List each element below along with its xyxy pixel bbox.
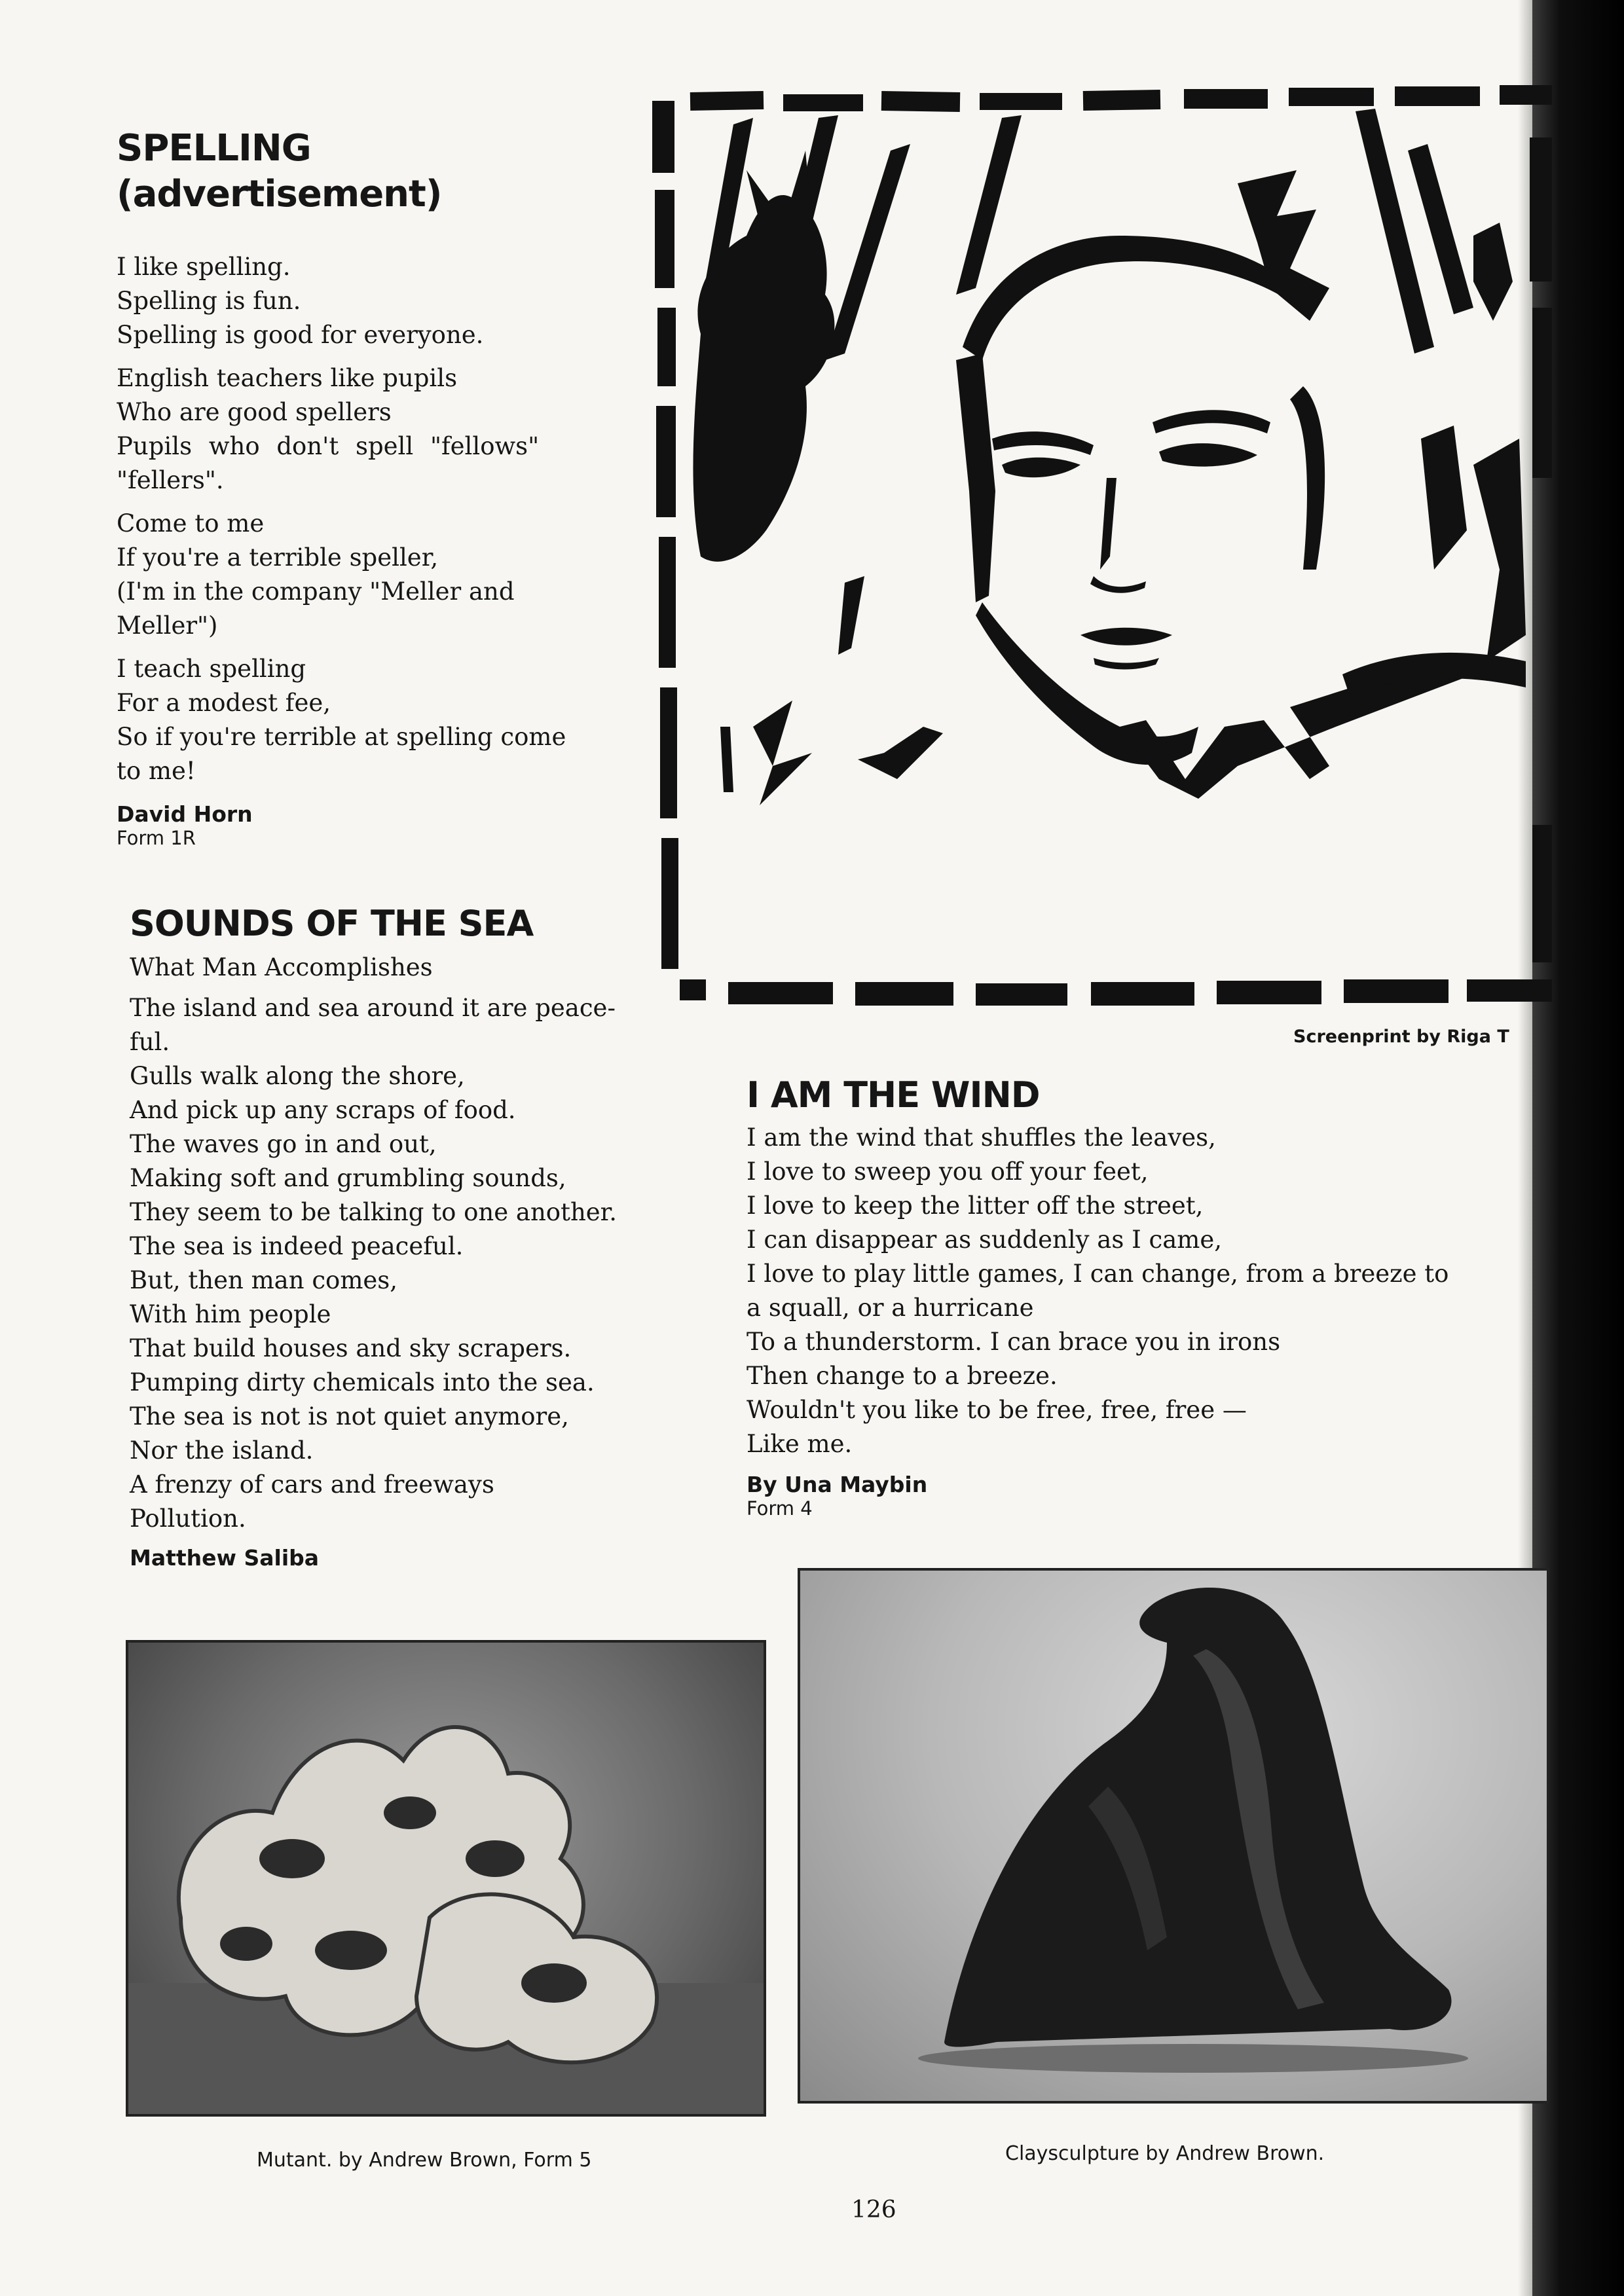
mutant-sculpture-image: [128, 1643, 764, 2114]
poem-line: I love to sweep you off your feet,: [747, 1157, 1149, 1186]
poem-line: ful.: [130, 1028, 170, 1056]
poem-line: That build houses and sky scrapers.: [130, 1334, 572, 1362]
poem-line: I can disappear as suddenly as I came,: [747, 1226, 1223, 1254]
poem-author-sounds: Matthew Saliba: [130, 1545, 320, 1571]
poem-line: For a modest fee,: [117, 689, 331, 717]
poem-body-sounds: [130, 951, 660, 1536]
poem-line: If you're a terrible speller,: [117, 543, 439, 572]
poem-line: Spelling is good for everyone.: [117, 321, 484, 349]
poem-line: Then change to a breeze.: [747, 1362, 1058, 1390]
poem-line: Gulls walk along the shore,: [130, 1062, 465, 1090]
page-number: 126: [851, 2196, 896, 2223]
poem-author-spelling: David Horn: [117, 801, 253, 827]
poem-title-spelling-line2: (advertisement): [117, 173, 442, 215]
poem-subtitle-sounds: What Man Accomplishes: [130, 953, 433, 981]
poem-body-wind: [747, 1121, 1519, 1461]
poem-line: (I'm in the company "Meller and: [117, 577, 515, 606]
poem-line: I like spelling.: [117, 253, 291, 281]
poem-title-spelling: [117, 126, 627, 217]
poem-line: Wouldn't you like to be free, free, free —: [747, 1396, 1247, 1424]
poem-line: Making soft and grumbling sounds,: [130, 1164, 566, 1192]
poem-line: Meller"): [117, 611, 218, 640]
poem-title-sounds: SOUNDS OF THE SEA: [130, 903, 534, 944]
mutant-caption: Mutant. by Andrew Brown, Form 5: [257, 2149, 592, 2172]
poem-line: to me!: [117, 757, 196, 785]
screenprint-artwork: [648, 72, 1552, 1015]
poem-form-wind: Form 4: [747, 1497, 813, 1520]
poem-line: So if you're terrible at spelling come: [117, 723, 566, 751]
poem-line: The island and sea around it are peace-: [130, 994, 616, 1022]
poem-line: A frenzy of cars and freeways: [130, 1470, 494, 1499]
poem-line: The sea is indeed peaceful.: [130, 1232, 464, 1260]
poem-title-wind: I AM THE WIND: [747, 1074, 1040, 1116]
clay-sculpture-image: [800, 1571, 1547, 2101]
poem-line: I am the wind that shuffles the leaves,: [747, 1123, 1216, 1152]
poem-line: "fellers".: [117, 466, 224, 494]
poem-line: I love to keep the litter off the street,: [747, 1192, 1204, 1220]
poem-spelling: [117, 126, 627, 849]
poem-line: They seem to be talking to one another.: [130, 1198, 618, 1226]
poem-line: And pick up any scraps of food.: [130, 1096, 516, 1124]
clay-sculpture-photo: [798, 1568, 1549, 2104]
poem-sounds-of-the-sea: [130, 902, 660, 1571]
poem-line: Come to me: [117, 509, 265, 538]
poem-line: Pollution.: [130, 1504, 246, 1533]
poem-line: The sea is not is not quiet anymore,: [130, 1402, 569, 1430]
poem-line: Spelling is fun.: [117, 287, 301, 315]
poem-line: Who are good spellers: [117, 398, 392, 426]
mutant-sculpture-photo: [126, 1640, 766, 2117]
poem-line: I teach spelling: [117, 655, 306, 683]
poem-line: The waves go in and out,: [130, 1130, 437, 1158]
poem-i-am-the-wind: [747, 1074, 1519, 1520]
poem-line: Pupils who don't spell "fellows": [117, 432, 540, 460]
poem-body-spelling: [117, 250, 627, 788]
poem-form-spelling: Form 1R: [117, 827, 196, 849]
poem-title-spelling-line1: SPELLING: [117, 127, 311, 170]
clay-sculpture-caption: Claysculpture by Andrew Brown.: [1005, 2142, 1325, 2165]
poem-author-wind: By Una Maybin: [747, 1472, 928, 1497]
poem-line: Like me.: [747, 1430, 853, 1458]
poem-line: To a thunderstorm. I can brace you in irons: [747, 1328, 1281, 1356]
poem-line: I love to play little games, I can change, from a breeze to: [747, 1260, 1449, 1288]
poem-line: Nor the island.: [130, 1436, 314, 1465]
screenprint-caption: Screenprint by Riga T: [1293, 1027, 1509, 1047]
poem-line: Pumping dirty chemicals into the sea.: [130, 1368, 595, 1396]
poem-line: English teachers like pupils: [117, 364, 458, 392]
poem-line: With him people: [130, 1300, 331, 1328]
poem-line: a squall, or a hurricane: [747, 1294, 1034, 1322]
poem-line: But, then man comes,: [130, 1266, 398, 1294]
